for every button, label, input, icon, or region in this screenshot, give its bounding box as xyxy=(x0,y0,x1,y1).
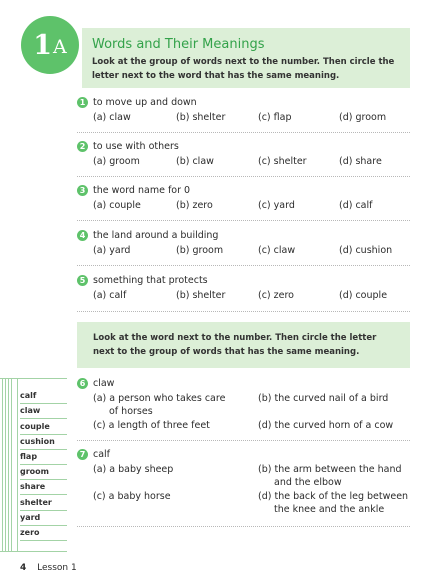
question-2 xyxy=(77,139,410,170)
question-word: claw xyxy=(93,377,115,389)
divider xyxy=(77,265,410,266)
choice-line: and the elbow xyxy=(274,477,342,488)
choice-b[interactable]: (b) claw xyxy=(176,156,214,167)
choice-line: (c) a length of three feet xyxy=(93,420,210,431)
choice-d[interactable]: (d) calf xyxy=(339,200,373,211)
divider xyxy=(77,440,410,441)
choice-line: of horses xyxy=(109,406,153,417)
choice-b[interactable] xyxy=(258,463,402,489)
divider xyxy=(77,526,410,527)
lesson-label: Lesson 1 xyxy=(37,563,77,573)
choice-line: (d) the back of the leg between xyxy=(258,491,409,502)
word-bank-item: cushion xyxy=(20,434,67,450)
question-number: 5 xyxy=(77,275,88,286)
section2-header xyxy=(77,322,410,368)
divider xyxy=(77,176,410,177)
choice-d[interactable] xyxy=(258,419,393,432)
word-bank-item: couple xyxy=(20,419,67,435)
page-number: 4 xyxy=(20,563,27,573)
question-number: 2 xyxy=(77,141,88,152)
word-bank-item: flap xyxy=(20,449,67,465)
question-prompt: the land around a building xyxy=(93,229,219,241)
choice-c[interactable]: (c) yard xyxy=(258,200,295,211)
question-number: 6 xyxy=(77,378,88,389)
word-bank-item: calf xyxy=(20,388,67,404)
choice-b[interactable]: (b) zero xyxy=(176,200,213,211)
choice-a[interactable] xyxy=(93,392,225,418)
choice-c[interactable]: (c) flap xyxy=(258,112,292,123)
choice-line: (b) the arm between the hand xyxy=(258,464,402,475)
word-bank-item: claw xyxy=(20,403,67,419)
choice-b[interactable]: (b) shelter xyxy=(176,290,226,301)
section1-instruction: Look at the group of words next to the number. Then circle the letter next to the word that has the same meaning. xyxy=(92,57,395,81)
choice-c[interactable]: (c) claw xyxy=(258,245,296,256)
choice-b[interactable]: (b) groom xyxy=(176,245,224,256)
word-bank-item: yard xyxy=(20,510,67,526)
unit-number: 1 xyxy=(33,29,53,61)
page-footer xyxy=(20,563,77,573)
question-4 xyxy=(77,228,410,259)
choice-d[interactable]: (d) share xyxy=(339,156,382,167)
choice-a[interactable]: (a) groom xyxy=(93,156,140,167)
question-prompt: the word name for 0 xyxy=(93,184,191,196)
choice-line: (a) a baby sheep xyxy=(93,464,174,475)
question-1 xyxy=(77,95,410,126)
word-bank-item: shelter xyxy=(20,495,67,511)
choice-a[interactable] xyxy=(93,463,173,476)
choice-c[interactable]: (c) zero xyxy=(258,290,294,301)
choice-line: (a) a person who takes care xyxy=(93,393,226,404)
question-prompt: to move up and down xyxy=(93,96,197,108)
word-bank xyxy=(0,378,67,552)
divider xyxy=(77,220,410,221)
choice-b[interactable]: (b) shelter xyxy=(176,112,226,123)
question-number: 4 xyxy=(77,230,88,241)
divider xyxy=(77,132,410,133)
section2-instruction: Look at the word next to the number. Then circle the letter next to the group of words that has the same meaning. xyxy=(93,333,377,357)
choice-d[interactable]: (d) groom xyxy=(339,112,387,123)
choice-line: the knee and the ankle xyxy=(274,504,385,515)
choice-a[interactable]: (a) couple xyxy=(93,200,141,211)
word-bank-item: groom xyxy=(20,464,67,480)
choice-b[interactable] xyxy=(258,392,388,405)
choice-d[interactable]: (d) cushion xyxy=(339,245,393,256)
choice-a[interactable]: (a) calf xyxy=(93,290,127,301)
choice-line: (c) a baby horse xyxy=(93,491,171,502)
word-bank-item: zero xyxy=(20,525,67,541)
choice-c[interactable]: (c) shelter xyxy=(258,156,307,167)
question-number: 7 xyxy=(77,449,88,460)
choice-d[interactable] xyxy=(258,490,408,516)
question-number: 1 xyxy=(77,97,88,108)
question-5 xyxy=(77,273,410,304)
question-prompt: something that protects xyxy=(93,274,208,286)
choice-line: (b) the curved nail of a bird xyxy=(258,393,389,404)
choice-line: (d) the curved horn of a cow xyxy=(258,420,394,431)
section1-header xyxy=(82,28,410,88)
question-word: calf xyxy=(93,448,111,460)
choice-a[interactable]: (a) claw xyxy=(93,112,131,123)
question-prompt: to use with others xyxy=(93,140,179,152)
choice-c[interactable] xyxy=(93,490,171,503)
page-title: Words and Their Meanings xyxy=(92,37,265,52)
divider xyxy=(77,311,410,312)
word-bank-item: share xyxy=(20,479,67,495)
unit-badge xyxy=(21,16,79,74)
question-6 xyxy=(77,376,410,431)
question-7 xyxy=(77,447,410,515)
question-3 xyxy=(77,183,410,214)
choice-d[interactable]: (d) couple xyxy=(339,290,388,301)
unit-letter: A xyxy=(53,36,67,58)
choice-a[interactable]: (a) yard xyxy=(93,245,131,256)
choice-c[interactable] xyxy=(93,419,210,432)
question-number: 3 xyxy=(77,185,88,196)
